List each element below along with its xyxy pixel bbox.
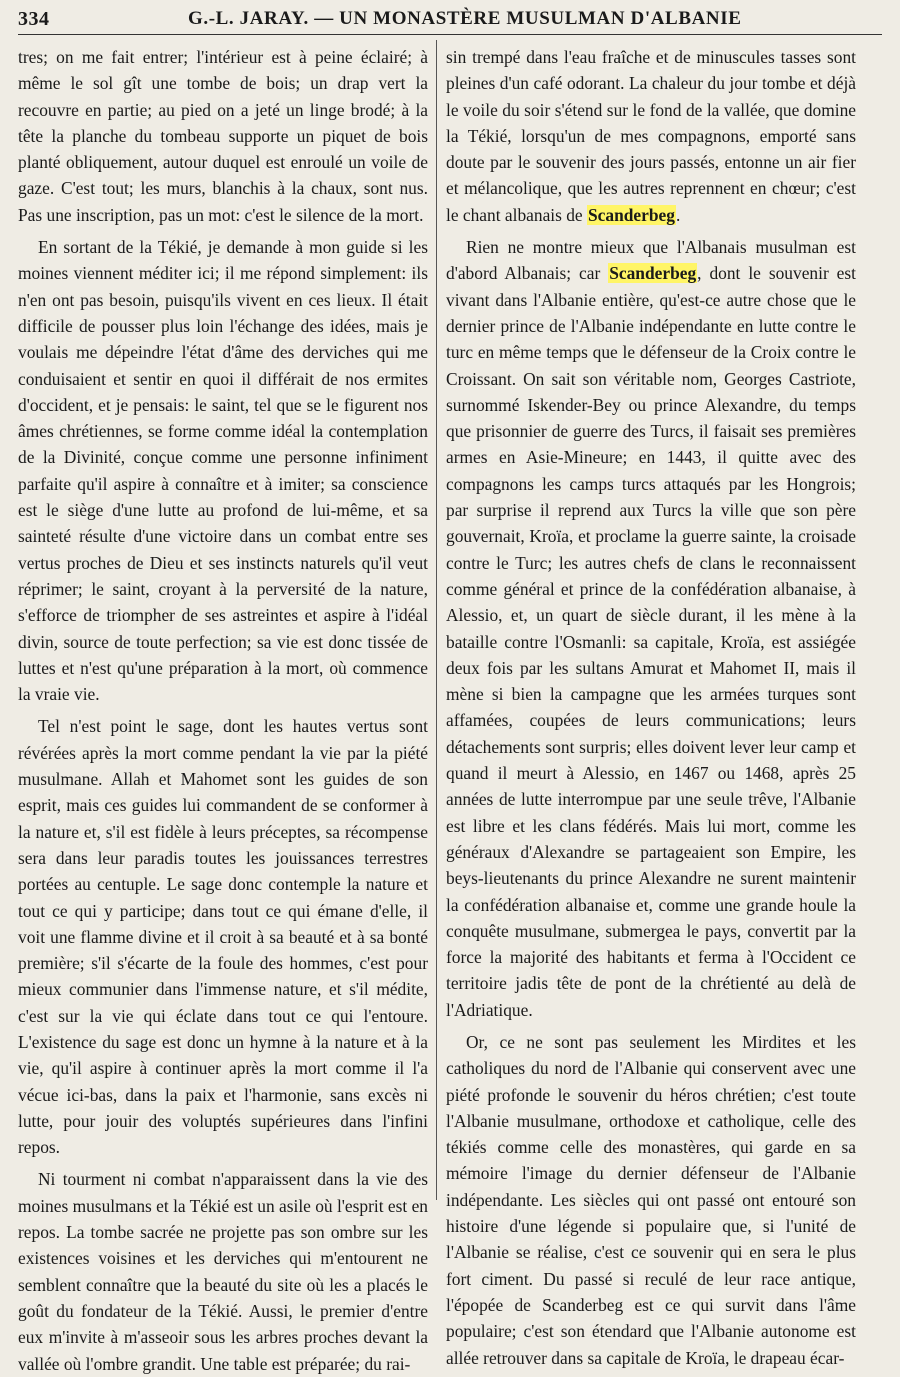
right-column [446, 44, 856, 1368]
paragraph-text: . [675, 204, 681, 225]
paragraph [446, 44, 856, 228]
paragraph-text: sin trempé dans l'eau fraîche et de minuscules tasses sont pleines d'un café odorant. La chaleur du jour tombe et déjà le voile du soir s'étend sur le fond de la vallée, que domine la Tékié, lorsqu'un de mes compagnons, emporté sans doute par le souvenir des jours passés, entonne un air fier et mélancolique, que les autres reprennent en chœur; c'est le chant albanais de [446, 47, 856, 225]
column-divider [436, 40, 437, 1200]
page-number: 334 [18, 8, 50, 30]
paragraph-text: Rien ne montre mieux que l'Albanais musulman est d'abord Albanais; car [446, 237, 856, 284]
paragraph [446, 234, 856, 1023]
paragraph: En sortant de la Tékié, je demande à mon guide si les moines viennent méditer ici; il me répond simplement: ils n'en ont pas besoin, puisqu'ils vivent en ces lieux. Il était difficile de pousser plus loin l'échange des idées, mais je voulais me dépeindre l'état d'âme des derviches qui me conduisaient et sentir en quoi il différait de nos ermites d'occident, et je pensais: le saint, tel que se le figurent nos âmes chrétiennes, se forme comme idéal la contemplation de la Divinité, conçue comme une personne infiniment parfaite qu'il aspire à connaître et à imiter; sa conscience est le siège d'une lutte au profond de lui-même, et sa sainteté résulte d'une victoire dans un combat entre ses vertus proches de Dieu et ses instincts naturels qu'il veut réprimer; le saint, croyant à la perversité de la nature, s'efforce de triompher de ses astreintes et aspire à l'idéal divin, source de toute perfection; sa vie est donc tissée de luttes et n'est qu'une préparation à la mort, où commence la vraie vie. [18, 237, 428, 705]
paragraph: Tel n'est point le sage, dont les hautes vertus sont révérées après la mort comme pendant la vie par la piété musulmane. Allah et Mahomet sont les guides de son esprit, mais ces guides lui commandent de se conformer à la nature et, s'il est fidèle à leurs préceptes, sa récompense sera dans leur paradis toutes les jouissances terrestres portées au centuple. Le sage donc contemple la nature et tout ce qui y participe; dans tout ce qui émane d'elle, il voit une flamme divine et il croit à sa beauté et à sa bonté première; s'il s'écarte de la foule des hommes, c'est pour mieux communier dans l'immense nature, et s'il médite, c'est sur la vie qui éclate dans tout ce qui l'entoure. L'existence du sage est donc un hymne à la nature et à la vie, qu'il aspire à continuer après la mort comme il l'a vécue ici-bas, dans la paix et l'harmonie, sans excès ni lutte, pour jouir des voluptés supérieures dans l'infini repos. [18, 716, 428, 1158]
highlighted-term: Scanderbeg [588, 204, 675, 225]
paragraph: Ni tourment ni combat n'apparaissent dans la vie des moines musulmans et la Tékié est un asile où l'esprit est en repos. La tombe sacrée ne projette pas son ombre sur les existences voisines et les derviches qui m'entourent ne semblent connaître que la beauté du site où les a placés le goût du fondateur de la Tékié. Aussi, le premier d'entre eux m'invite à m'asseoir sous les arbres proches devant la vallée où l'ombre grandit. Une table est préparée; du rai- [18, 1169, 428, 1374]
paragraph-text: , dont le souvenir est vivant dans l'Albanie entière, qu'est-ce autre chose que le dernier prince de l'Albanie indépendante en lutte contre le turc en même temps que le défenseur de la Croix contre le Croissant. On sait son véritable nom, Georges Castriote, surnommé Iskender-Bey ou prince Alexandre, du temps que prisonnier de guerre des Turcs, il faisait ses premières armes en Asie-Mineure; en 1443, il quitte avec des compagnons les camps turcs attaqués par les Hongrois; par surprise il reprend aux Turcs la ville que son père gouvernait, Kroïa, et proclame la guerre sainte, la croisade contre le Turc; les autres chefs de clans le reconnaissent comme général et prince de la confédération albanaise, à Alessio, et, un quart de siècle durant, il les mène à la bataille contre l'Osmanli: sa capitale, Kroïa, est assiégée deux fois par les sultans Amurat et Mahomet II, mais il mène si bien la campagne que les armées turques sont affamées, coupées de leurs communications; leurs détachements sont surpris; elles doivent lever leur camp et quand il meurt à Alessio, en 1467 ou 1468, après 25 années de lutte interrompue par une seule trêve, l'Albanie est libre et les clans fédérés. Mais lui mort, comme les généraux d'Alexandre se partageaient son Empire, les beys-lieutenants du prince Alexandre ne surent maintenir la confédération albanaise et, comme une grande houle la conquête musulmane, submergea le pays, convertit par la force la majorité des habitants et ferma à l'Occident ce territoire jadis tête de pont de la chrétienté au delà de l'Adriatique. [446, 263, 856, 1020]
paragraph: tres; on me fait entrer; l'intérieur est à peine éclairé; à même le sol gît une tombe de bois; un drap vert la recouvre en partie; au pied on a jeté un linge brodé; à la tête la planche du tombeau supporte un piquet de bois planté obliquement, autour duquel est enroulé un voile de gaze. C'est tout; les murs, blanchis à la chaux, sont nus. Pas une inscription, pas un mot: c'est le silence de la mort. [18, 47, 428, 225]
page-header [18, 6, 882, 35]
running-title: G.-L. JARAY. — UN MONASTÈRE MUSULMAN D'ALBANIE [188, 8, 742, 29]
paragraph: Or, ce ne sont pas seulement les Mirdites et les catholiques du nord de l'Albanie qui conservent avec une piété profonde le souvenir du héros chrétien; c'est toute l'Albanie musulmane, orthodoxe et catholique, celle des tékiés comme celle des monastères, qui garde en sa mémoire l'image du dernier défenseur de l'Albanie indépendante. Les siècles qui ont passé ont entouré son histoire d'une légende si populaire que, si l'unité de l'Albanie se réalise, c'est ce souvenir qui en sera le plus fort ciment. Du passé si reculé de leur race antique, l'épopée de Scanderbeg est ce qui survit dans l'âme populaire; c'est son étendard que l'Albanie autonome est allée retrouver dans sa capitale de Kroïa, le drapeau écar- [446, 1031, 856, 1368]
left-column [18, 44, 428, 1374]
highlighted-term: Scanderbeg [609, 263, 697, 284]
